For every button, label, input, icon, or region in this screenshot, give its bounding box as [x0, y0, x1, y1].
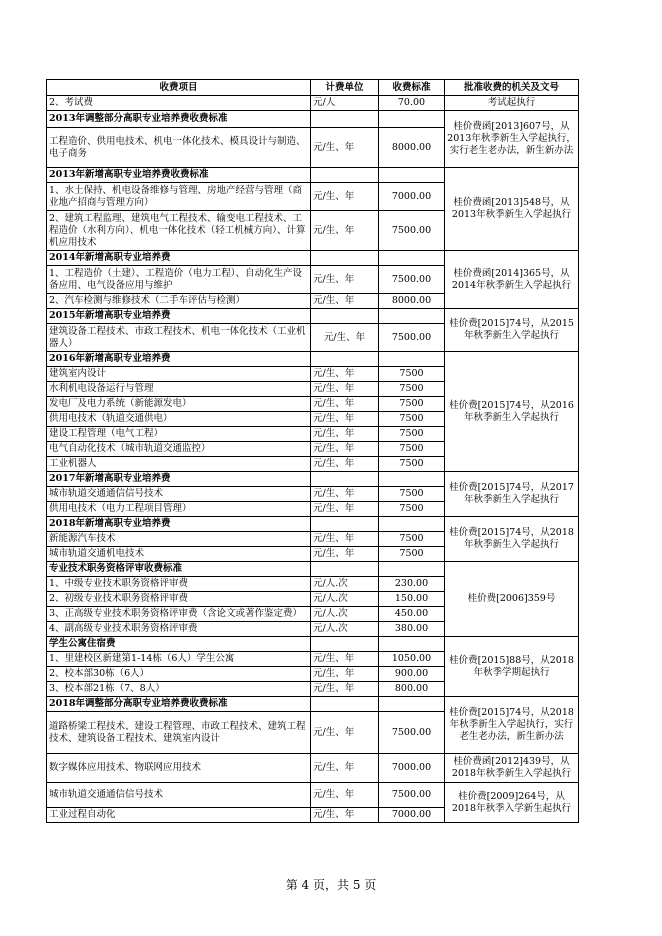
unit-cell: 元/生、年 — [311, 427, 379, 442]
item-cell: 3、正高级专业技术职务资格评审费（含论文或著作鉴定费） — [47, 607, 311, 622]
standard-cell: 70.00 — [379, 96, 445, 111]
unit-cell: 元/生、年 — [311, 652, 379, 667]
unit-cell: 元/生、年 — [311, 266, 379, 294]
item-cell: 供用电技术（轨道交通供电） — [47, 412, 311, 427]
header-item: 收费项目 — [47, 80, 311, 96]
authority-cell: 桂价费[2015]74号，从2016年秋季新生入学起执行 — [445, 352, 579, 472]
item-cell: 工业机器人 — [47, 457, 311, 472]
authority-cell: 桂价费[2015]74号，从2017年秋季新生入学起执行 — [445, 472, 579, 517]
item-cell: 建筑室内设计 — [47, 367, 311, 382]
unit-cell: 元/生、年 — [311, 211, 379, 251]
unit-cell: 元/人.次 — [311, 577, 379, 592]
unit-cell: 元/生、年 — [311, 502, 379, 517]
section-row — [47, 352, 579, 367]
item-cell: 2、汽车检测与维修技术（二手车评估与检测） — [47, 294, 311, 309]
standard-cell: 7500 — [379, 367, 445, 382]
standard-cell: 7500.00 — [379, 211, 445, 251]
standard-cell: 7500 — [379, 382, 445, 397]
section-title: 2013年调整部分高职专业培养费收费标准 — [47, 111, 311, 128]
unit-cell: 元/生、年 — [311, 412, 379, 427]
unit-cell: 元/生、年 — [311, 367, 379, 382]
section-row — [47, 168, 579, 183]
standard-cell: 7500.00 — [379, 712, 445, 754]
authority-cell: 桂价费函[2012]439号，从2018年秋季新生入学起执行 — [445, 754, 579, 783]
header-standard: 收费标准 — [379, 80, 445, 96]
section-title: 2016年新增高职专业培养费 — [47, 352, 311, 367]
authority-cell: 桂价费函[2013]607号，从2013年秋季新生入学起执行，实行老生老办法，新生新办法 — [445, 111, 579, 168]
standard-cell: 800.00 — [379, 682, 445, 697]
section-title: 2018年调整部分高职专业培养费收费标准 — [47, 697, 311, 712]
item-cell: 4、副高级专业技术职务资格评审费 — [47, 622, 311, 637]
item-cell: 水利机电设备运行与管理 — [47, 382, 311, 397]
standard-cell: 450.00 — [379, 607, 445, 622]
standard-cell: 7500 — [379, 547, 445, 562]
item-cell: 建筑设备工程技术、市政工程技术、机电一体化技术（工业机器人） — [47, 324, 311, 352]
unit-cell: 元/生、年 — [311, 457, 379, 472]
item-cell: 工程造价、供用电技术、机电一体化技术、模具设计与制造、电子商务 — [47, 128, 311, 168]
item-cell: 2、初级专业技术职务资格评审费 — [47, 592, 311, 607]
item-cell: 1、水土保持、机电设备维修与管理、房地产经营与管理（商业地产招商与管理方向） — [47, 183, 311, 211]
item-cell: 城市轨道交通通信信号技术 — [47, 487, 311, 502]
section-title: 2018年新增高职专业培养费 — [47, 517, 311, 532]
fee-table — [46, 79, 579, 823]
standard-cell: 900.00 — [379, 667, 445, 682]
standard-cell: 7000.00 — [379, 183, 445, 211]
unit-cell: 元/生、年 — [311, 667, 379, 682]
standard-cell: 7500 — [379, 502, 445, 517]
standard-cell: 7500 — [379, 397, 445, 412]
unit-cell: 元/生、年 — [311, 183, 379, 211]
authority-cell: 桂价费函[2014]365号，从2014年秋季新生入学起执行 — [445, 251, 579, 309]
table-row — [47, 754, 579, 783]
standard-cell: 7500 — [379, 412, 445, 427]
unit-cell: 元/生、年 — [311, 754, 379, 783]
item-cell: 2、校本部30栋（6人） — [47, 667, 311, 682]
unit-cell: 元/生、年 — [311, 442, 379, 457]
section-title: 专业技术职务资格评审收费标准 — [47, 562, 311, 577]
item-cell: 2、考试费 — [47, 96, 311, 111]
unit-cell: 元/生、年 — [311, 547, 379, 562]
item-cell: 道路桥梁工程技术、建设工程管理、市政工程技术、建筑工程技术、建筑设备工程技术、建筑室内设计 — [47, 712, 311, 754]
section-row — [47, 251, 579, 266]
table-row — [47, 783, 579, 808]
section-row — [47, 697, 579, 712]
section-row — [47, 562, 579, 577]
standard-cell: 230.00 — [379, 577, 445, 592]
item-cell: 1、中级专业技术职务资格评审费 — [47, 577, 311, 592]
authority-cell: 桂价费[2006]359号 — [445, 562, 579, 637]
table-row — [47, 96, 579, 111]
authority-cell: 桂价费函[2013]548号，从2013年秋季新生入学起执行 — [445, 168, 579, 251]
standard-cell: 150.00 — [379, 592, 445, 607]
standard-cell: 1050.00 — [379, 652, 445, 667]
unit-cell: 元/生、年 — [311, 128, 379, 168]
authority-cell: 考试起执行 — [445, 96, 579, 111]
page-number: 第 4 页，共 5 页 — [285, 878, 377, 892]
item-cell: 城市轨道交通机电技术 — [47, 547, 311, 562]
unit-cell: 元/人.次 — [311, 607, 379, 622]
standard-cell: 7500 — [379, 427, 445, 442]
authority-cell: 桂价费[2015]88号，从2018年秋季学期起执行 — [445, 637, 579, 697]
authority-cell: 桂价费[2015]74号，从2018年秋季新生入学起执行，实行老生老办法，新生新办法 — [445, 697, 579, 754]
item-cell: 2、建筑工程监理、建筑电气工程技术、输变电工程技术、工程造价（水利方向）、机电一体化技术（轻工机械方向）、计算机应用技术 — [47, 211, 311, 251]
item-cell: 3、校本部21栋（7、8人） — [47, 682, 311, 697]
standard-cell: 7500 — [379, 442, 445, 457]
unit-cell: 元/生、年 — [311, 382, 379, 397]
item-cell: 供用电技术（电力工程项目管理） — [47, 502, 311, 517]
section-title: 2014年新增高职专业培养费 — [47, 251, 311, 266]
section-row — [47, 309, 579, 324]
section-title: 2015年新增高职专业培养费 — [47, 309, 311, 324]
unit-cell: 元/人.次 — [311, 592, 379, 607]
unit-cell: 元/生、年 — [311, 294, 379, 309]
unit-cell: 元/人 — [311, 96, 379, 111]
standard-cell: 7000.00 — [379, 808, 445, 823]
table-header — [47, 80, 579, 96]
unit-cell: 元/生、年 — [311, 532, 379, 547]
section-row — [47, 472, 579, 487]
item-cell: 发电厂及电力系统（新能源发电） — [47, 397, 311, 412]
unit-cell: 元/生、年 — [311, 487, 379, 502]
unit-cell: 元/生、年 — [311, 324, 379, 352]
standard-cell: 8000.00 — [379, 128, 445, 168]
item-cell: 1、里建校区新建第1-14栋（6人）学生公寓 — [47, 652, 311, 667]
header-authority: 批准收费的机关及文号 — [445, 80, 579, 96]
unit-cell: 元/生、年 — [311, 682, 379, 697]
section-row — [47, 111, 579, 128]
item-cell: 1、工程造价（土建）、工程造价（电力工程）、自动化生产设备应用、电气设备应用与维护 — [47, 266, 311, 294]
section-title: 学生公寓住宿费 — [47, 637, 311, 652]
unit-cell: 元/生、年 — [311, 712, 379, 754]
standard-cell: 7000.00 — [379, 754, 445, 783]
standard-cell: 7500 — [379, 487, 445, 502]
unit-cell: 元/生、年 — [311, 397, 379, 412]
standard-cell: 7500.00 — [379, 324, 445, 352]
standard-cell: 7500.00 — [379, 266, 445, 294]
standard-cell: 380.00 — [379, 622, 445, 637]
section-title: 2013年新增高职专业培养费收费标准 — [47, 168, 311, 183]
standard-cell: 7500 — [379, 532, 445, 547]
item-cell: 电气自动化技术（城市轨道交通监控） — [47, 442, 311, 457]
item-cell: 新能源汽车技术 — [47, 532, 311, 547]
authority-cell: 桂价费[2015]74号，从2015年秋季新生入学起执行 — [445, 309, 579, 352]
standard-cell: 8000.00 — [379, 294, 445, 309]
item-cell: 工业过程自动化 — [47, 808, 311, 823]
standard-cell: 7500 — [379, 457, 445, 472]
section-title: 2017年新增高职专业培养费 — [47, 472, 311, 487]
unit-cell: 元/生、年 — [311, 808, 379, 823]
unit-cell: 元/生、年 — [311, 783, 379, 808]
item-cell: 数字媒体应用技术、物联网应用技术 — [47, 754, 311, 783]
authority-cell: 桂价费[2009]264号，从2018年秋季入学新生起执行 — [445, 783, 579, 823]
item-cell: 城市轨道交通通信信号技术 — [47, 783, 311, 808]
standard-cell: 7500.00 — [379, 783, 445, 808]
section-row — [47, 517, 579, 532]
authority-cell: 桂价费[2015]74号，从2018年秋季新生入学起执行 — [445, 517, 579, 562]
header-unit: 计费单位 — [311, 80, 379, 96]
item-cell: 建设工程管理（电气工程） — [47, 427, 311, 442]
section-row — [47, 637, 579, 652]
unit-cell: 元/人.次 — [311, 622, 379, 637]
